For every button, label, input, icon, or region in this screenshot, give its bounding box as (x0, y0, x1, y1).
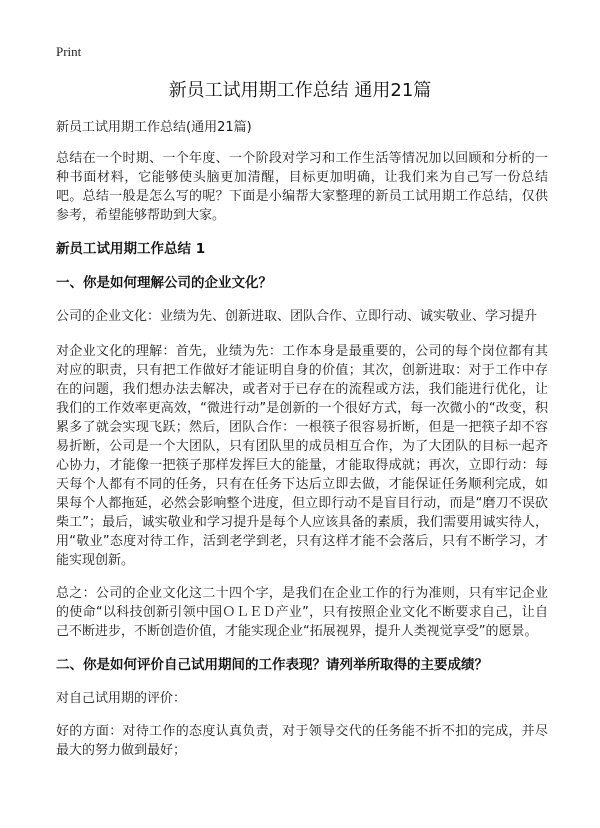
evaluation-intro-paragraph: 对自己试用期的评价： (56, 691, 187, 706)
good-side-paragraph: 好的方面：对待工作的态度认真负责，对于领导交代的任务能不折不扣的完成，并尽最大的努力做到最好； (56, 724, 548, 758)
question-heading-2: 二、你是如何评价自己试用期间的工作表现？请列举所取得的主要成绩？ (56, 657, 488, 673)
question-heading-1: 一、你是如何理解公司的企业文化？ (56, 275, 272, 291)
section-heading: 新员工试用期工作总结 1 (56, 241, 206, 257)
culture-paragraph: 公司的企业文化：业绩为先、创新进取、团队合作、立即行动、诚实敬业、学习提升 (56, 309, 538, 324)
page-title: 新员工试用期工作总结 通用21篇 (168, 80, 432, 101)
document-body (56, 118, 548, 774)
culture-summary-paragraph: 总之：公司的企业文化这二十四个字，是我们在企业工作的行为准则，只有牢记企业的使命“以科技创新引领中国ＯＬＥＤ产业”，只有按照企业文化不断要求自己，让自己不断进步，不断创造价值，才能实现企业“拓展视界，提升人类视觉享受”的愿景。 (56, 586, 548, 639)
culture-understanding-paragraph: 对企业文化的理解：首先，业绩为先：工作本身是最重要的，公司的每个岗位都有其对应的职责，只有把工作做好才能证明自身的价值；其次，创新进取：对于工作中存在的问题，我们想办法去解决，或者对于已存在的流程或方法，我们能进行优化，让我们的工作效率更高效，“微进行动”是创新的一个很好方式，每一次微小的“改变，积累多了就会实现飞跃；然后，团队合作：一根筷子很容易折断，但是一把筷子却不容易折断，公司是一个大团队，只有团队里的成员相互合作，为了大团队的目标一起齐心协力，才能像一把筷子那样发挥巨大的能量，才能取得成就；再次，立即行动：每天每个人都有不同的任务，只有在任务下达后立即去做，才能保证任务顺利完成，如果每个人都拖延，必然会影响整个进度，但立即行动不是盲目行动，而是“磨刀不误砍柴工”；最后，诚实敬业和学习提升是每个人应该具备的素质，我们需要用诚实待人，用“敬业”态度对待工作，活到老学到老，只有这样才能不会落后，只有不断学习，才能实现创新。 (56, 344, 548, 568)
print-link[interactable]: Print (56, 44, 82, 59)
document-subtitle: 新员工试用期工作总结(通用21篇) (56, 120, 252, 135)
intro-paragraph: 总结在一个时期、一个年度、一个阶段对学习和工作生活等情况加以回顾和分析的一种书面材料，它能够使头脑更加清醒，目标更加明确，让我们来为自己写一份总结吧。总结一般是怎么写的呢？下面是小编帮大家整理的新员工试用期工作总结，仅供参考，希望能够帮助到大家。 (56, 151, 548, 223)
